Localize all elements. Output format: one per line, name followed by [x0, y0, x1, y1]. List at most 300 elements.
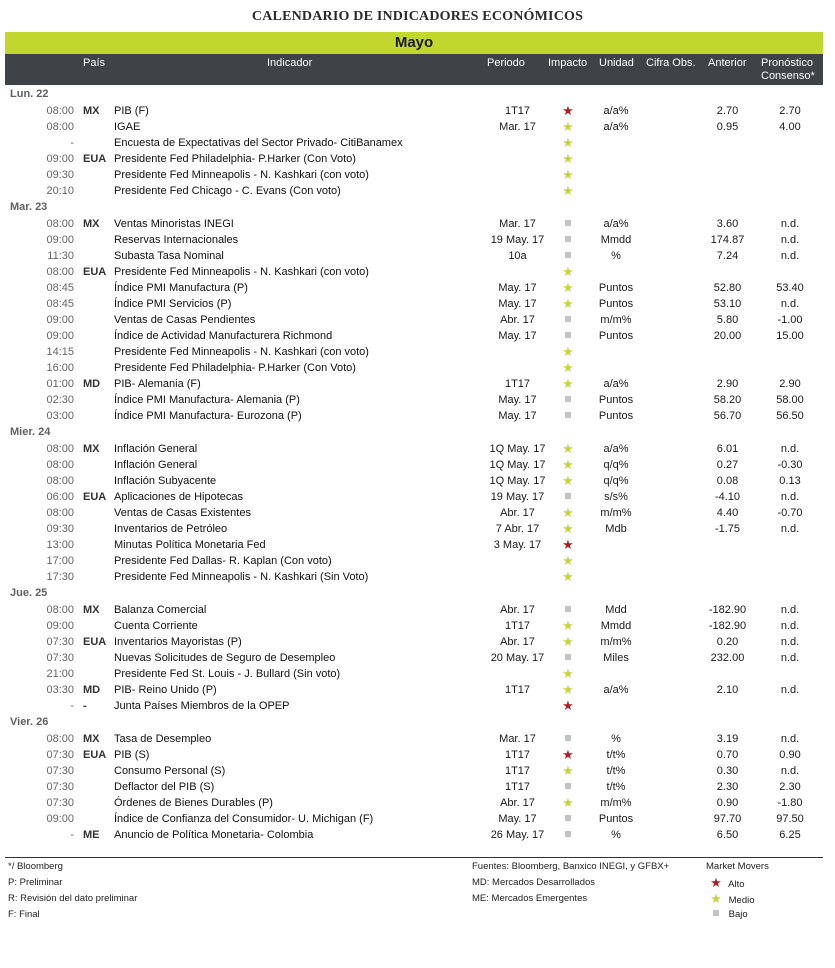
- footer-divider: [5, 857, 823, 858]
- forecast-cell: n.d.: [780, 443, 800, 455]
- time-cell: 09:00: [46, 234, 74, 246]
- indicator-cell: Índice PMI Manufactura- Alemania (P): [114, 394, 300, 406]
- indicator-cell: IGAE: [114, 121, 141, 133]
- page-title: CALENDARIO DE INDICADORES ECONÓMICOS: [251, 9, 584, 24]
- square-low-icon: [554, 248, 582, 264]
- table-row: [0, 505, 835, 521]
- table-row: [0, 441, 835, 457]
- time-cell: 07:30: [46, 781, 74, 793]
- day-header: [0, 714, 835, 731]
- indicator-cell: Índice PMI Manufactura- Eurozona (P): [114, 410, 302, 422]
- country-cell: EUA: [83, 491, 107, 503]
- previous-cell: 174.87: [710, 234, 745, 246]
- previous-cell: 2.70: [716, 105, 739, 117]
- period-cell: May. 17: [498, 394, 537, 406]
- unit-cell: Mmdd: [600, 234, 632, 246]
- table-row: [0, 634, 835, 650]
- indicator-cell: Presidente Fed Philadelphia- P.Harker (Con Voto): [114, 362, 356, 374]
- period-cell: 10a: [508, 250, 527, 262]
- table-row: [0, 763, 835, 779]
- forecast-cell: 6.25: [779, 829, 801, 841]
- time-cell: 08:00: [46, 443, 74, 455]
- country-cell: MX: [83, 733, 100, 745]
- previous-cell: 2.10: [716, 684, 739, 696]
- header-unidad: Unidad: [599, 57, 634, 69]
- country-cell: -: [83, 700, 87, 712]
- period-cell: 1Q May. 17: [489, 475, 546, 487]
- time-cell: 09:00: [46, 153, 74, 165]
- country-cell: EUA: [83, 749, 107, 761]
- forecast-cell: 0.90: [779, 749, 801, 761]
- legend: [706, 859, 769, 923]
- period-cell: 7 Abr. 17: [495, 523, 540, 535]
- period-cell: 20 May. 17: [490, 652, 545, 664]
- table-row: [0, 392, 835, 408]
- unit-cell: Mdb: [605, 523, 627, 535]
- table-row: [0, 489, 835, 505]
- table-row: [0, 666, 835, 682]
- footnote-final: F: Final: [8, 909, 40, 920]
- star-medium-icon: ★: [710, 891, 722, 906]
- footnote-me: ME: Mercados Emergentes: [472, 893, 588, 904]
- header-indicador: Indicador: [267, 57, 313, 69]
- indicator-cell: Inventarios Mayoristas (P): [114, 636, 242, 648]
- indicator-cell: Presidente Fed Chicago - C. Evans (Con voto): [114, 185, 341, 197]
- previous-cell: 0.20: [716, 636, 739, 648]
- period-cell: Abr. 17: [500, 314, 535, 326]
- forecast-cell: 53.40: [776, 282, 804, 294]
- forecast-cell: n.d.: [780, 523, 800, 535]
- indicator-cell: Ventas Minoristas INEGI: [114, 218, 234, 230]
- unit-cell: Puntos: [598, 410, 634, 422]
- previous-cell: 20.00: [713, 330, 742, 342]
- time-cell: 08:00: [46, 733, 74, 745]
- table-row: [0, 537, 835, 553]
- forecast-cell: n.d.: [780, 636, 800, 648]
- star-high-icon: ★: [562, 103, 574, 118]
- table-row: [0, 747, 835, 763]
- country-cell: MD: [83, 684, 101, 696]
- table-row: [0, 698, 835, 714]
- indicator-cell: Presidente Fed Philadelphia- P.Harker (Con Voto): [114, 153, 356, 165]
- period-cell: 1T17: [504, 749, 531, 761]
- indicator-cell: Tasa de Desempleo: [114, 733, 212, 745]
- unit-cell: Miles: [603, 652, 629, 664]
- square-low-icon: [713, 910, 719, 916]
- calendar-table-body: [0, 86, 835, 843]
- indicator-cell: Presidente Fed Minneapolis - N. Kashkari (Sin Voto): [114, 571, 369, 583]
- table-row: [0, 618, 835, 634]
- time-cell: 08:45: [46, 298, 74, 310]
- time-cell: -: [70, 829, 74, 841]
- indicator-cell: PIB- Reino Unido (P): [114, 684, 217, 696]
- table-row: [0, 682, 835, 698]
- previous-cell: -1.75: [714, 523, 741, 535]
- square-low-icon: [554, 779, 582, 795]
- time-cell: 16:00: [46, 362, 74, 374]
- unit-cell: q/q%: [603, 475, 629, 487]
- star-medium-icon: ★: [562, 795, 574, 810]
- unit-cell: Puntos: [598, 394, 634, 406]
- country-cell: EUA: [83, 636, 107, 648]
- time-cell: 02:30: [46, 394, 74, 406]
- previous-cell: 6.50: [716, 829, 739, 841]
- unit-cell: a/a%: [603, 121, 629, 133]
- forecast-cell: 97.50: [776, 813, 804, 825]
- country-cell: MX: [83, 218, 100, 230]
- forecast-cell: n.d.: [780, 604, 800, 616]
- legend-title: Market Movers: [706, 861, 769, 872]
- previous-cell: 53.10: [713, 298, 742, 310]
- star-medium-icon: ★: [562, 264, 574, 279]
- footer-notes: [8, 859, 137, 923]
- unit-cell: m/m%: [600, 314, 632, 326]
- previous-cell: 7.24: [716, 250, 739, 262]
- star-medium-icon: ★: [562, 634, 574, 649]
- table-row: [0, 795, 835, 811]
- previous-cell: 58.20: [713, 394, 742, 406]
- unit-cell: Puntos: [598, 330, 634, 342]
- unit-cell: a/a%: [603, 105, 629, 117]
- forecast-cell: -0.70: [777, 507, 803, 519]
- table-row: [0, 167, 835, 183]
- legend-high: ★ Alto: [710, 875, 745, 890]
- period-cell: Abr. 17: [500, 507, 535, 519]
- time-cell: 07:30: [46, 749, 74, 761]
- table-header: [5, 54, 823, 85]
- forecast-cell: 4.00: [779, 121, 801, 133]
- table-row: [0, 553, 835, 569]
- indicator-cell: Nuevas Solicitudes de Seguro de Desempleo: [114, 652, 336, 664]
- indicator-cell: Junta Países Miembros de la OPEP: [114, 700, 290, 712]
- forecast-cell: n.d.: [780, 491, 800, 503]
- indicator-cell: Inflación General: [114, 459, 198, 471]
- indicator-cell: Presidente Fed Minneapolis - N. Kashkari (con voto): [114, 346, 369, 358]
- indicator-cell: Subasta Tasa Nominal: [114, 250, 224, 262]
- period-cell: May. 17: [498, 298, 537, 310]
- previous-cell: 2.90: [716, 378, 739, 390]
- time-cell: 07:30: [46, 765, 74, 777]
- square-low-icon: [554, 408, 582, 424]
- previous-cell: 6.01: [716, 443, 739, 455]
- time-cell: 11:30: [47, 250, 74, 262]
- forecast-cell: -0.30: [777, 459, 803, 471]
- star-high-icon: ★: [710, 875, 722, 890]
- table-row: [0, 216, 835, 232]
- table-row: [0, 248, 835, 264]
- forecast-cell: n.d.: [780, 250, 800, 262]
- previous-cell: -182.90: [708, 620, 747, 632]
- star-high-icon: ★: [562, 698, 574, 713]
- month-banner: Mayo: [5, 32, 823, 54]
- time-cell: -: [70, 700, 74, 712]
- time-cell: 09:30: [46, 523, 74, 535]
- indicator-cell: Ventas de Casas Existentes: [114, 507, 251, 519]
- day-header: [0, 424, 835, 441]
- time-cell: 17:30: [46, 571, 74, 583]
- indicator-cell: Presidente Fed Dallas- R. Kaplan (Con voto): [114, 555, 332, 567]
- table-row: [0, 360, 835, 376]
- indicator-cell: Inventarios de Petróleo: [114, 523, 228, 535]
- unit-cell: a/a%: [603, 218, 629, 230]
- unit-cell: m/m%: [600, 797, 632, 809]
- star-medium-icon: ★: [562, 167, 574, 182]
- previous-cell: 2.30: [716, 781, 739, 793]
- star-medium-icon: ★: [562, 763, 574, 778]
- day-label: Vier. 26: [10, 716, 49, 728]
- forecast-cell: -1.00: [777, 314, 803, 326]
- unit-cell: a/a%: [603, 378, 629, 390]
- indicator-cell: Índice PMI Servicios (P): [114, 298, 232, 310]
- indicator-cell: Presidente Fed St. Louis - J. Bullard (Sin voto): [114, 668, 341, 680]
- day-label: Mier. 24: [10, 426, 51, 438]
- indicator-cell: PIB- Alemania (F): [114, 378, 201, 390]
- day-header: [0, 199, 835, 216]
- country-cell: MX: [83, 105, 100, 117]
- star-medium-icon: ★: [562, 569, 574, 584]
- country-cell: ME: [83, 829, 100, 841]
- time-cell: 08:00: [46, 218, 74, 230]
- indicator-cell: PIB (S): [114, 749, 150, 761]
- forecast-cell: n.d.: [780, 684, 800, 696]
- time-cell: -: [70, 137, 74, 149]
- indicator-cell: Aplicaciones de Hipotecas: [114, 491, 244, 503]
- table-row: [0, 376, 835, 392]
- legend-medium: ★ Medio: [710, 891, 755, 906]
- star-medium-icon: ★: [562, 505, 574, 520]
- square-low-icon: [554, 650, 582, 666]
- time-cell: 09:00: [46, 314, 74, 326]
- table-row: [0, 650, 835, 666]
- indicator-cell: PIB (F): [114, 105, 149, 117]
- table-row: [0, 264, 835, 280]
- indicator-cell: Balanza Comercial: [114, 604, 207, 616]
- square-low-icon: [554, 232, 582, 248]
- time-cell: 13:00: [46, 539, 74, 551]
- star-medium-icon: ★: [562, 183, 574, 198]
- period-cell: 1Q May. 17: [489, 459, 546, 471]
- star-medium-icon: ★: [562, 441, 574, 456]
- period-cell: 1T17: [504, 620, 531, 632]
- period-cell: Abr. 17: [500, 636, 535, 648]
- day-label: Jue. 25: [10, 587, 48, 599]
- unit-cell: m/m%: [600, 507, 632, 519]
- forecast-cell: n.d.: [780, 234, 800, 246]
- table-row: [0, 779, 835, 795]
- previous-cell: 232.00: [710, 652, 745, 664]
- star-medium-icon: ★: [562, 360, 574, 375]
- table-row: [0, 232, 835, 248]
- square-low-icon: [554, 602, 582, 618]
- country-cell: MX: [83, 443, 100, 455]
- square-low-icon: [554, 731, 582, 747]
- footnote-md: MD: Mercados Desarrollados: [472, 877, 596, 888]
- footnote-source: */ Bloomberg: [8, 861, 63, 872]
- time-cell: 08:00: [46, 475, 74, 487]
- forecast-cell: 0.13: [779, 475, 801, 487]
- country-cell: MX: [83, 604, 100, 616]
- period-cell: 19 May. 17: [490, 491, 545, 503]
- previous-cell: -4.10: [714, 491, 741, 503]
- time-cell: 17:00: [46, 555, 74, 567]
- period-cell: May. 17: [498, 813, 537, 825]
- indicator-cell: Índice PMI Manufactura (P): [114, 282, 248, 294]
- forecast-cell: 2.30: [779, 781, 801, 793]
- unit-cell: t/t%: [606, 781, 626, 793]
- previous-cell: 52.80: [713, 282, 742, 294]
- header-cifra-obs: Cifra Obs.: [646, 57, 696, 69]
- indicator-cell: Presidente Fed Minneapolis - N. Kashkari (con voto): [114, 169, 369, 181]
- table-row: [0, 408, 835, 424]
- period-cell: Abr. 17: [500, 797, 535, 809]
- legend-low: Bajo: [706, 907, 769, 923]
- star-medium-icon: ★: [562, 473, 574, 488]
- previous-cell: 3.60: [716, 218, 739, 230]
- period-cell: 1T17: [504, 765, 531, 777]
- header-pronostico: Pronóstico: [761, 57, 813, 69]
- star-medium-icon: ★: [562, 618, 574, 633]
- time-cell: 14:15: [46, 346, 74, 358]
- previous-cell: 0.30: [716, 765, 739, 777]
- forecast-cell: n.d.: [780, 620, 800, 632]
- country-cell: EUA: [83, 153, 107, 165]
- time-cell: 08:00: [46, 105, 74, 117]
- footnote-preliminar: P: Preliminar: [8, 877, 63, 888]
- unit-cell: %: [611, 250, 621, 262]
- star-medium-icon: ★: [562, 151, 574, 166]
- unit-cell: Puntos: [598, 282, 634, 294]
- period-cell: 19 May. 17: [490, 234, 545, 246]
- forecast-cell: 2.70: [779, 105, 801, 117]
- header-consenso: Consenso*: [761, 70, 815, 82]
- footnote-revision: R: Revisión del dato preliminar: [8, 893, 138, 904]
- forecast-cell: 15.00: [776, 330, 804, 342]
- footer-sources: [472, 859, 669, 907]
- footnote-fuentes: Fuentes: Bloomberg, Banxico INEGI, y GFBX+: [472, 861, 670, 872]
- indicator-cell: Deflactor del PIB (S): [114, 781, 215, 793]
- header-anterior: Anterior: [708, 57, 747, 69]
- table-row: [0, 280, 835, 296]
- table-row: [0, 103, 835, 119]
- indicator-cell: Minutas Política Monetaria Fed: [114, 539, 266, 551]
- day-header: [0, 585, 835, 602]
- time-cell: 03:30: [46, 684, 74, 696]
- indicator-cell: Inflación General: [114, 443, 198, 455]
- star-medium-icon: ★: [562, 553, 574, 568]
- forecast-cell: 56.50: [776, 410, 804, 422]
- unit-cell: t/t%: [606, 765, 626, 777]
- time-cell: 08:00: [46, 604, 74, 616]
- square-low-icon: [554, 392, 582, 408]
- table-row: [0, 811, 835, 827]
- unit-cell: Puntos: [598, 813, 634, 825]
- period-cell: Abr. 17: [500, 604, 535, 616]
- indicator-cell: Cuenta Corriente: [114, 620, 198, 632]
- square-low-icon: [554, 312, 582, 328]
- previous-cell: 0.27: [716, 459, 739, 471]
- unit-cell: %: [611, 733, 621, 745]
- previous-cell: 0.70: [716, 749, 739, 761]
- table-row: [0, 473, 835, 489]
- table-row: [0, 312, 835, 328]
- period-cell: Mar. 17: [499, 121, 536, 133]
- unit-cell: q/q%: [603, 459, 629, 471]
- square-low-icon: [554, 827, 582, 843]
- time-cell: 21:00: [46, 668, 74, 680]
- previous-cell: 0.90: [716, 797, 739, 809]
- indicator-cell: Encuesta de Expectativas del Sector Privado- CitiBanamex: [114, 137, 403, 149]
- country-cell: EUA: [83, 266, 107, 278]
- table-row: [0, 296, 835, 312]
- indicator-cell: Índice de Confianza del Consumidor- U. Michigan (F): [114, 813, 374, 825]
- table-row: [0, 344, 835, 360]
- star-medium-icon: ★: [562, 376, 574, 391]
- table-row: [0, 731, 835, 747]
- star-medium-icon: ★: [562, 521, 574, 536]
- time-cell: 08:00: [46, 507, 74, 519]
- header-periodo: Periodo: [487, 57, 525, 69]
- previous-cell: 97.70: [713, 813, 742, 825]
- time-cell: 07:30: [46, 797, 74, 809]
- forecast-cell: -1.80: [777, 797, 803, 809]
- day-header: [0, 86, 835, 103]
- day-label: Lun. 22: [10, 88, 49, 100]
- unit-cell: %: [611, 829, 621, 841]
- period-cell: May. 17: [498, 330, 537, 342]
- period-cell: 3 May. 17: [493, 539, 542, 551]
- unit-cell: a/a%: [603, 684, 629, 696]
- header-pais: País: [83, 57, 106, 69]
- time-cell: 09:30: [46, 169, 74, 181]
- table-row: [0, 151, 835, 167]
- previous-cell: 56.70: [713, 410, 742, 422]
- table-row: [0, 827, 835, 843]
- indicator-cell: Presidente Fed Minneapolis - N. Kashkari (con voto): [114, 266, 369, 278]
- header-impacto: Impacto: [548, 57, 588, 69]
- time-cell: 09:00: [46, 813, 74, 825]
- period-cell: 1T17: [504, 378, 531, 390]
- period-cell: Mar. 17: [499, 218, 536, 230]
- period-cell: 1T17: [504, 684, 531, 696]
- indicator-cell: Inflación Subyacente: [114, 475, 217, 487]
- period-cell: 1Q May. 17: [489, 443, 546, 455]
- previous-cell: 0.08: [716, 475, 739, 487]
- star-medium-icon: ★: [562, 457, 574, 472]
- previous-cell: 3.19: [716, 733, 739, 745]
- star-medium-icon: ★: [562, 280, 574, 295]
- table-row: [0, 521, 835, 537]
- forecast-cell: n.d.: [780, 298, 800, 310]
- table-row: [0, 183, 835, 199]
- table-row: [0, 569, 835, 585]
- period-cell: Mar. 17: [499, 733, 536, 745]
- unit-cell: t/t%: [606, 749, 626, 761]
- forecast-cell: n.d.: [780, 218, 800, 230]
- previous-cell: 4.40: [716, 507, 739, 519]
- indicator-cell: Consumo Personal (S): [114, 765, 226, 777]
- square-low-icon: [554, 216, 582, 232]
- time-cell: 01:00: [46, 378, 74, 390]
- star-high-icon: ★: [562, 537, 574, 552]
- star-medium-icon: ★: [562, 296, 574, 311]
- square-low-icon: [554, 328, 582, 344]
- time-cell: 08:00: [46, 266, 74, 278]
- forecast-cell: 2.90: [779, 378, 801, 390]
- time-cell: 09:00: [46, 620, 74, 632]
- indicator-cell: Índice de Actividad Manufacturera Richmond: [114, 330, 333, 342]
- previous-cell: 5.80: [716, 314, 739, 326]
- forecast-cell: 58.00: [776, 394, 804, 406]
